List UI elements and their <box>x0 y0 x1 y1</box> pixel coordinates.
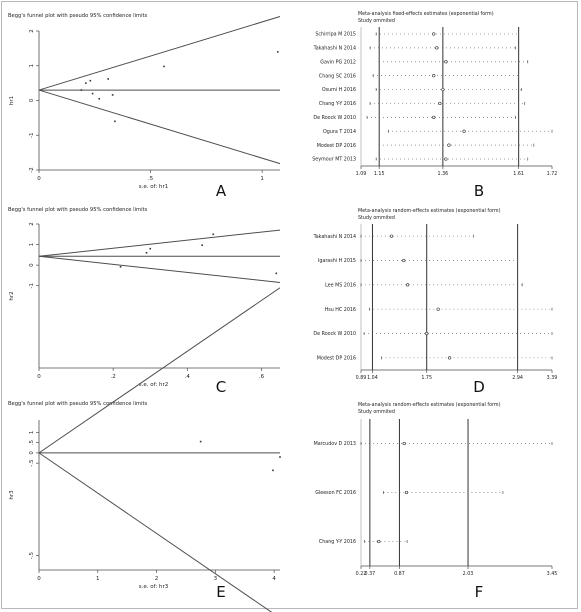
point-estimate <box>425 332 428 335</box>
forest-plot-d <box>313 208 558 396</box>
point-estimate <box>445 60 448 63</box>
point-estimate <box>402 259 405 262</box>
panel-letter: F <box>474 583 484 601</box>
x-tick-label: 2.94 <box>512 376 523 381</box>
forest-plot-f <box>314 402 558 601</box>
point-estimate <box>439 102 442 105</box>
chart-title: Begg's funnel plot with pseudo 95% confidence limits <box>8 207 148 213</box>
point-estimate <box>432 33 435 36</box>
study-point <box>275 273 277 275</box>
study-point <box>200 441 202 443</box>
y-tick-label: 0 <box>29 451 35 455</box>
point-estimate <box>448 357 451 360</box>
upper-confidence-limit <box>39 288 280 453</box>
x-axis-label: s.e. of: hr3 <box>138 584 169 590</box>
y-tick-label: 2 <box>29 222 35 226</box>
x-tick-label: 0.37 <box>364 572 376 577</box>
x-tick-label: 0 <box>37 576 41 582</box>
funnel-plot-a <box>8 13 280 200</box>
point-estimate <box>432 74 435 77</box>
upper-confidence-limit <box>39 17 280 91</box>
point-estimate <box>377 540 380 543</box>
study-label: Chang Y-Y 2016 <box>318 540 356 546</box>
y-tick-label: 1 <box>29 64 35 68</box>
x-axis-label: s.e. of: hr2 <box>138 382 169 388</box>
study-label: De Roock W 2010 <box>313 332 356 338</box>
study-label: Takahashi N 2014 <box>313 46 356 52</box>
y-tick-label: -1 <box>29 282 35 289</box>
x-tick-label: .2 <box>110 374 116 380</box>
chart-title: Meta-analysis random-effects estimates (exponential form) <box>358 209 501 214</box>
study-point <box>201 244 203 246</box>
point-estimate <box>448 144 451 147</box>
chart-title: Study ommited <box>358 410 395 415</box>
study-label: Ogura T 2014 <box>323 129 356 135</box>
study-point <box>107 78 109 80</box>
study-point <box>277 51 279 53</box>
point-estimate <box>405 491 408 494</box>
study-point <box>120 266 122 268</box>
study-point <box>212 233 214 235</box>
x-tick-label: 2 <box>154 576 159 582</box>
chart-title: Begg's funnel plot with pseudo 95% confidence limits <box>8 13 148 19</box>
y-tick-label: -.5 <box>29 459 35 467</box>
x-tick-label: 2.03 <box>462 572 474 577</box>
study-label: Osumi H 2016 <box>321 88 356 94</box>
panel-letter: B <box>473 182 485 200</box>
study-label: Gleeson FC 2016 <box>315 491 356 497</box>
x-axis-label: s.e. of: hr1 <box>138 184 169 190</box>
study-label: Igarashi H 2015 <box>317 259 356 265</box>
study-point <box>112 94 114 96</box>
y-axis-label: hr1 <box>9 95 15 106</box>
study-label: Marcudov D 2013 <box>313 442 356 448</box>
upper-confidence-limit <box>39 230 280 256</box>
x-tick-label: .6 <box>258 374 265 380</box>
x-tick-label: .4 <box>184 374 190 380</box>
x-tick-label: 3.39 <box>546 376 558 381</box>
x-tick-label: 1.15 <box>373 172 385 177</box>
x-tick-label: 1.75 <box>421 376 433 381</box>
x-tick-label: .5 <box>147 176 154 182</box>
study-point <box>163 66 165 68</box>
study-label: Gavin PG 2012 <box>320 60 356 66</box>
y-tick-label: -.5 <box>29 551 35 560</box>
study-point <box>146 252 148 254</box>
chart-title: Study ommited <box>358 216 395 221</box>
study-label: Hsu HC 2016 <box>324 307 356 313</box>
panel-letter: C <box>215 378 227 396</box>
point-estimate <box>463 130 466 133</box>
study-point <box>81 89 83 91</box>
study-label: De Roock W 2010 <box>313 115 356 121</box>
study-label: Takahashi N 2014 <box>313 234 356 240</box>
lower-confidence-limit <box>39 90 280 164</box>
y-tick-label: .5 <box>29 439 35 446</box>
chart-title: Meta-analysis fixed-effects estimates (exponential form) <box>358 12 494 17</box>
y-axis-label: hr3 <box>9 490 15 500</box>
x-tick-label: 1.09 <box>355 172 367 177</box>
y-tick-label: -1 <box>29 132 35 138</box>
funnel-plot-e <box>8 288 281 612</box>
lower-confidence-limit <box>39 256 280 282</box>
x-tick-label: 3 <box>213 576 218 582</box>
x-tick-label: 1 <box>96 576 100 582</box>
x-tick-label: 0.89 <box>355 376 367 381</box>
x-tick-label: 0.22 <box>355 572 367 577</box>
point-estimate <box>432 116 435 119</box>
x-tick-label: 4 <box>272 576 276 582</box>
study-point <box>98 98 100 100</box>
y-tick-label: 2 <box>29 29 35 33</box>
x-tick-label: 1 <box>260 176 264 182</box>
y-tick-label: 0 <box>29 98 35 103</box>
study-label: Modest DP 2016 <box>316 143 356 149</box>
x-tick-label: 0.87 <box>394 572 405 577</box>
study-point <box>272 470 274 472</box>
point-estimate <box>445 158 448 161</box>
chart-title: Meta-analysis random-effects estimates (exponential form) <box>358 403 501 408</box>
point-estimate <box>442 88 445 91</box>
study-point <box>90 80 92 82</box>
funnel-plot-c <box>8 207 280 396</box>
panel-letter: E <box>216 583 226 601</box>
y-tick-label: 1 <box>29 242 35 247</box>
study-label: Schirripa M 2015 <box>315 32 356 38</box>
x-tick-label: 1.61 <box>513 172 524 177</box>
study-label: Chang SC 2016 <box>318 74 356 80</box>
study-point <box>279 456 281 458</box>
study-label: Lee MS 2016 <box>325 283 356 289</box>
forest-plot-b <box>312 11 557 200</box>
panel-letter: A <box>215 182 227 200</box>
y-axis-label: hr2 <box>9 291 15 301</box>
x-tick-label: 0 <box>37 176 41 182</box>
study-point <box>114 121 116 123</box>
x-tick-label: 1.72 <box>546 172 558 177</box>
y-tick-label: 0 <box>29 263 35 267</box>
study-point <box>85 82 87 84</box>
y-tick-label: 1 <box>29 430 35 435</box>
study-point <box>149 248 151 250</box>
point-estimate <box>435 47 438 50</box>
study-label: Modest DP 2016 <box>316 356 356 362</box>
x-tick-label: 1.04 <box>367 376 378 381</box>
panel-letter: D <box>473 378 485 396</box>
point-estimate <box>390 235 393 238</box>
x-tick-label: 0 <box>37 374 41 380</box>
x-tick-label: 3.45 <box>546 572 558 577</box>
point-estimate <box>403 442 406 445</box>
point-estimate <box>406 284 409 287</box>
chart-title: Study ommited <box>358 19 395 24</box>
x-tick-label: 1.36 <box>437 172 449 177</box>
study-label: Seymour MT 2013 <box>312 157 356 163</box>
study-label: Chang Y-Y 2016 <box>318 102 356 108</box>
study-point <box>92 93 94 95</box>
y-tick-label: -2 <box>29 167 35 173</box>
chart-title: Begg's funnel plot with pseudo 95% confidence limits <box>8 401 148 407</box>
point-estimate <box>437 308 440 311</box>
